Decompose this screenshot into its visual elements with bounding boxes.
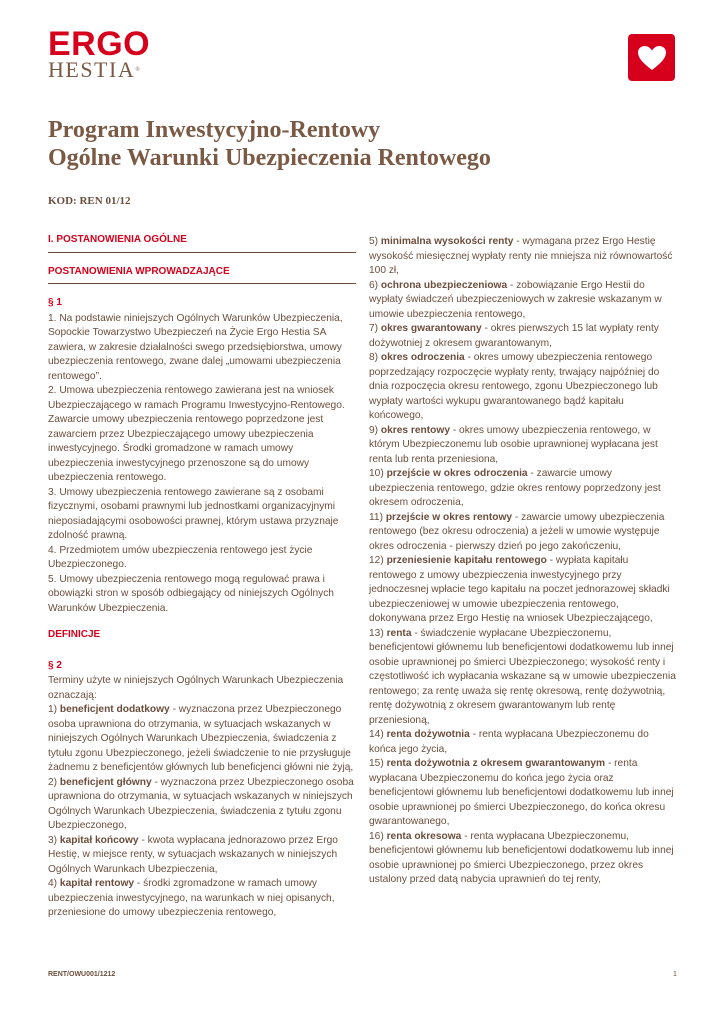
definition-item: 14) renta dożywotnia - renta wypłacana Ubezpieczonemu do końca jego życia, (369, 729, 649, 755)
paragraph-1-item: 3. Umowy ubezpieczenia rentowego zawierane są z osobami fizycznymi, osobami prawnymi lub jednostkami organizacyjnymi nieposiadającymi osobowości prawnej, którym ustawa przyznaje zdolność prawną. (48, 486, 339, 541)
definitions-heading: DEFINICJE (48, 629, 101, 640)
definition-item: 11) przejście w okres rentowy - zawarcie umowy ubezpieczenia rentowego (bez okresu odroczenia) a jeżeli w umowie występuje okres odroczenia - pierwszy dzień po jego zakończeniu, (369, 511, 665, 552)
paragraph-1-item: 1. Na podstawie niniejszych Ogólnych Warunków Ubezpieczenia, Sopockie Towarzystwo Ubezpieczeń na Życie Ergo Hestia SA zawiera, w zakresie działalności swego przedsiębiorstwa, umowy ubezpieczenia rentowego, zwane dalej „umowami ubezpieczenia rentowego”. (48, 312, 343, 382)
definition-item: 3) kapitał końcowy - kwota wypłacana jednorazowo przez Ergo Hestię, w miejsce renty, w sytuacjach wskazanych w niniejszych Ogólnych Warunkach Ubezpieczenia, (48, 834, 338, 875)
right-column (369, 235, 677, 888)
definition-item: 8) okres odroczenia - okres umowy ubezpieczenia rentowego poprzedzający rozpoczęcie wypłaty renty, trwający najpóźniej do dnia rozpoczęcia okresu rentowego, zgonu Ubezpieczonego lub wypłaty wartości wykupu gwarantowanego bądź kapitału końcowego, (369, 352, 660, 421)
ergo-hestia-logo (48, 25, 151, 82)
paragraph-2-intro: Terminy użyte w niniejszych Ogólnych Warunkach Ubezpieczenia oznaczają: (48, 675, 344, 701)
definition-item: 4) kapitał rentowy - środki zgromadzone w ramach umowy ubezpieczenia inwestycyjnego, na warunkach w niej opisanych, przeniesione do umowy ubezpieczenia rentowego, (48, 878, 335, 918)
paragraph-2-label: § 2 (48, 659, 62, 671)
page-title (48, 116, 668, 172)
definition-item: 12) przeniesienie kapitału rentowego - wypłata kapitału rentowego z umowy ubezpieczenia inwestycyjnego przy jednoczesnej wpłacie tego kapitału na poczet jednorazowej składki ubezpieczeniowej w umowie ubezpieczenia rentowego, dokonywana przez Ergo Hestię na wniosek Ubezpieczającego, (369, 555, 670, 624)
paragraph-1-item: 2. Umowa ubezpieczenia rentowego zawierana jest na wniosek Ubezpieczającego w ramach Programu Inwestycyjno-Rentowego. Zawarcie umowy ubezpieczenia rentowego poprzedzone jest zawarciem przez Ubezpieczającego umowy ubezpieczenia inwestycyjnego. Środki gromadzone w ramach umowy ubezpieczenia inwestycyjnego przenoszone są do umowy ubezpieczenia rentowego. (48, 385, 345, 483)
title-line-1: Program Inwestycyjno-Rentowy (48, 117, 381, 143)
title-line-2: Ogólne Warunki Ubezpieczenia Rentowego (48, 145, 491, 171)
definition-item: 1) beneficjent dodatkowy - wyznaczona przez Ubezpieczonego osoba uprawniona do otrzymania, w sytuacjach wskazanych w niniejszych Ogólnych Warunkach Ubezpieczenia, świadczenia z tytułu zgonu Ubezpieczonego, jeżeli świadczenie to nie przysługuje żadnemu z beneficjentów głównych lub beneficjenci główni nie żyją, (48, 704, 354, 773)
heart-logo-icon (628, 34, 675, 81)
section-heading: I. POSTANOWIENIA OGÓLNE (48, 233, 356, 253)
left-column (48, 233, 356, 921)
paragraph-1-item: 5. Umowy ubezpieczenia rentowego mogą regulować prawa i obowiązki stron w sposób odbiegający od niniejszych Ogólnych Warunków Ubezpieczenia. (48, 573, 334, 614)
subsection-heading: POSTANOWIENIA WPROWADZAJĄCE (48, 265, 356, 285)
definitions-continued (369, 235, 677, 888)
logo-ergo-text: ERGO (48, 25, 151, 63)
paragraph-1-item: 4. Przedmiotem umów ubezpieczenia rentowego jest życie Ubezpieczonego. (48, 544, 313, 570)
definition-item: 9) okres rentowy - okres umowy ubezpieczenia rentowego, w którym Ubezpieczonemu lub osobie uprawnionej wypłacana jest renta lub renta przeniesiona, (369, 424, 658, 465)
footer-document-code: RENT/OWU001/1212 (48, 971, 116, 978)
definition-item: 6) ochrona ubezpieczeniowa - zobowiązanie Ergo Hestii do wypłaty świadczeń ubezpieczeniowych w zakresie wskazanym w umowie ubezpieczenia rentowego, (369, 279, 662, 320)
paragraph-1-label: § 1 (48, 297, 62, 308)
definition-item: 16) renta okresowa - renta wypłacana Ubezpieczonemu, beneficjentowi głównemu lub beneficjentowi dodatkowemu lub innej osobie uprawnionej po śmierci Ubezpieczonego, przez okres ustalony przed datą nabycia uprawnień do tej renty, (369, 830, 674, 885)
definition-item: 10) przejście w okres odroczenia - zawarcie umowy ubezpieczenia rentowego, gdzie okres rentowy poprzedzony jest okresem odroczenia, (369, 468, 661, 508)
page-number: 1 (673, 971, 677, 978)
logo-hestia-text: HESTIA® (48, 57, 140, 82)
paragraph-2 (48, 674, 356, 921)
definition-item: 15) renta dożywotnia z okresem gwarantowanym - renta wypłacana Ubezpieczonemu do końca jego życia oraz beneficjentowi głównemu lub beneficjentowi dodatkowemu lub innej osobie uprawnionej po śmierci Ubezpieczonego, do końca okresu gwarantowanego, (369, 758, 674, 827)
definition-item: 5) minimalna wysokości renty - wymagana przez Ergo Hestię wysokość miesięcznej wypłaty renty nie mniejsza niż równowartość 100 zł, (369, 236, 673, 276)
document-code: KOD: REN 01/12 (48, 195, 131, 207)
paragraph-1 (48, 312, 356, 617)
definition-item: 7) okres gwarantowany - okres pierwszych 15 lat wypłaty renty dożywotniej z okresem gwarantowanym, (369, 323, 659, 349)
definition-item: 13) renta - świadczenie wypłacane Ubezpieczonemu, beneficjentowi głównemu lub beneficjentowi dodatkowemu lub innej osobie uprawnionej po śmierci Ubezpieczonego; wysokość renty i częstotliwość ich wypłacania wskazane są w umowie ubezpieczenia rentowego; za rentę uważa się rentę okresową, rentę dożywotnią, rentę dożywotnią z okresem gwarantowanym lub rentę przeniesioną, (369, 627, 676, 726)
definition-item: 2) beneficjent główny - wyznaczona przez Ubezpieczonego osoba uprawniona do otrzymania, w sytuacjach wskazanych w niniejszych Ogólnych Warunkach Ubezpieczenia, świadczenia z tytułu zgonu Ubezpieczonego, (48, 776, 354, 831)
